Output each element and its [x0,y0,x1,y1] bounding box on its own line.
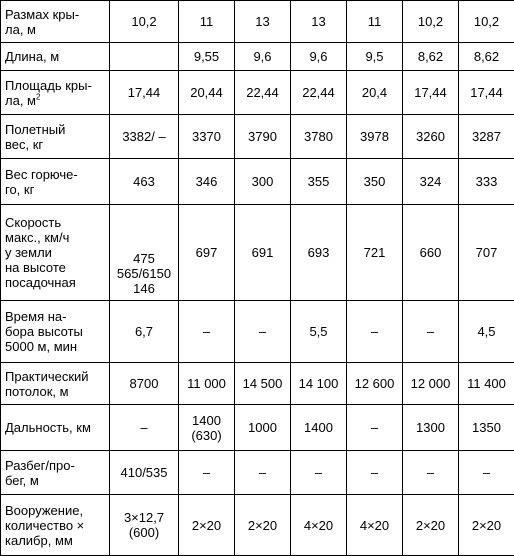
table-row [1,43,514,71]
cell-value: 697 [179,205,235,301]
row-label: Время на- бора высоты 5000 м, мин [1,301,110,363]
cell-value: 20,44 [179,71,235,115]
row-label: Разбег/про- бег, м [1,451,110,495]
row-label: Вес горюче- го, кг [1,159,110,205]
cell-value: 660 [403,205,459,301]
cell-value: 346 [179,159,235,205]
cell-value: 12 600 [347,363,403,405]
cell-value: 2×20 [179,495,235,556]
table-row [1,363,514,405]
cell-value: – [291,451,347,495]
superscript: 2 [36,92,40,101]
cell-value: – [110,405,179,451]
table-row [1,495,514,556]
cell-value: – [347,451,403,495]
cell-value [110,43,179,71]
cell-value: 1300 [403,405,459,451]
row-label [1,71,110,115]
cell-value: 14 100 [291,363,347,405]
cell-value: 12 000 [403,363,459,405]
cell-value: 14 500 [235,363,291,405]
cell-value: 10,2 [110,1,179,43]
cell-value: 3790 [235,115,291,159]
cell-value: 9,55 [179,43,235,71]
cell-value: 11 [347,1,403,43]
cell-value: – [235,301,291,363]
cell-value: 9,6 [235,43,291,71]
table-row [1,451,514,495]
cell-value: 3382/ – [110,115,179,159]
cell-value: 707 [459,205,514,301]
cell-value: 17,44 [403,71,459,115]
row-label: Дальность, км [1,405,110,451]
cell-value: 3780 [291,115,347,159]
cell-value: 17,44 [110,71,179,115]
cell-value: 11 400 [459,363,514,405]
cell-value: 3260 [403,115,459,159]
cell-value: 1400 [291,405,347,451]
cell-value: 13 [291,1,347,43]
cell-value: – [403,301,459,363]
table-row [1,1,514,43]
cell-value: 355 [291,159,347,205]
cell-value: – [179,301,235,363]
cell-value: 17,44 [459,71,514,115]
cell-value: 5,5 [291,301,347,363]
cell-value: 4×20 [347,495,403,556]
cell-value: 20,4 [347,71,403,115]
row-label: Вооружение, количество × калибр, мм [1,495,110,556]
cell-value: 1000 [235,405,291,451]
cell-value: 9,5 [347,43,403,71]
cell-value: 1350 [459,405,514,451]
table-row [1,71,514,115]
cell-value: 1400 (630) [179,405,235,451]
table-row [1,205,514,301]
cell-value: 8,62 [403,43,459,71]
cell-value: – [459,451,514,495]
cell-value: 6,7 [110,301,179,363]
table-row [1,159,514,205]
cell-value: 10,2 [459,1,514,43]
row-label: Полетный вес, кг [1,115,110,159]
table-row [1,115,514,159]
cell-value: – [403,451,459,495]
cell-value: 410/535 [110,451,179,495]
cell-value: 2×20 [403,495,459,556]
cell-value: 22,44 [235,71,291,115]
cell-value: 475 565/6150 146 [110,205,179,301]
cell-value: 3287 [459,115,514,159]
cell-value: 11 [179,1,235,43]
cell-value: 721 [347,205,403,301]
cell-value: 13 [235,1,291,43]
cell-value: – [235,451,291,495]
cell-value: 4×20 [291,495,347,556]
cell-value: – [347,301,403,363]
cell-value: 691 [235,205,291,301]
table-row [1,301,514,363]
cell-value: 2×20 [459,495,514,556]
cell-value: 3×12,7 (600) [110,495,179,556]
cell-value: 3978 [347,115,403,159]
cell-value: 324 [403,159,459,205]
cell-value: 2×20 [235,495,291,556]
cell-value: 3370 [179,115,235,159]
cell-value: 693 [291,205,347,301]
cell-value: – [179,451,235,495]
cell-value: 10,2 [403,1,459,43]
row-label: Длина, м [1,43,110,71]
row-label: Практический потолок, м [1,363,110,405]
cell-value: 463 [110,159,179,205]
row-label: Размах кры- ла, м [1,1,110,43]
cell-value: 9,6 [291,43,347,71]
cell-value: 8700 [110,363,179,405]
cell-value: 22,44 [291,71,347,115]
cell-value: 333 [459,159,514,205]
table-row [1,405,514,451]
row-label: Скорость макс., км/ч у земли на высоте посадочная [1,205,110,301]
cell-value: – [347,405,403,451]
cell-value: 4,5 [459,301,514,363]
cell-value: 11 000 [179,363,235,405]
cell-value: 300 [235,159,291,205]
cell-value: 350 [347,159,403,205]
cell-value: 8,62 [459,43,514,71]
row-label-text: Площадь кры- ла, м [5,78,92,108]
